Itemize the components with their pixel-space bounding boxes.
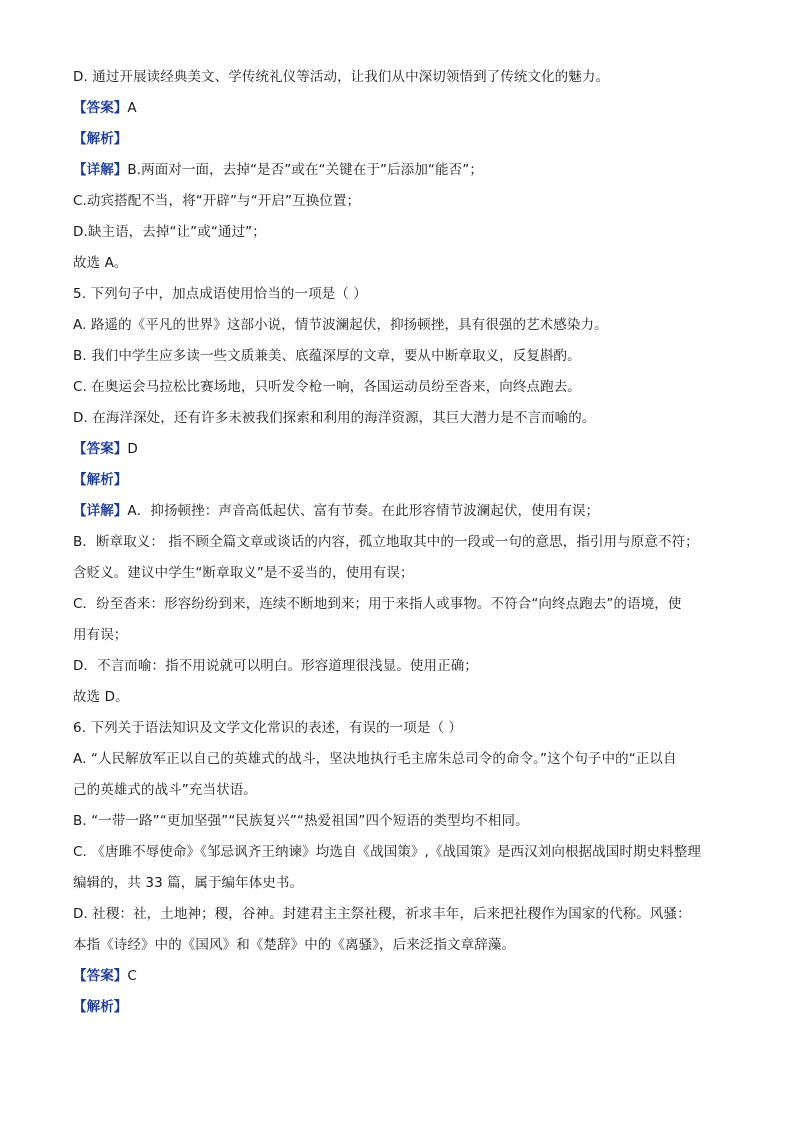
text-line — [73, 589, 723, 620]
section-tag: 【详解】 — [73, 503, 128, 519]
line-text: B. 我们中学生应多读一些文质兼美、底蕴深厚的文章，要从中断章取义，反复斟酌。 — [73, 348, 581, 364]
line-text: 故选 A。 — [73, 255, 128, 271]
text-line — [73, 124, 723, 155]
section-tag: 【答案】 — [73, 968, 128, 984]
text-line — [73, 155, 723, 186]
text-line — [73, 651, 723, 682]
line-text: D.缺主语，去掉“让”或“通过”； — [73, 224, 266, 240]
text-line — [73, 403, 723, 434]
section-tag: 【解析】 — [73, 472, 128, 488]
line-text: D — [127, 441, 138, 457]
text-line — [73, 434, 723, 465]
line-text: D. 通过开展读经典美文、学传统礼仪等活动，让我们从中深切领悟到了传统文化的魅力。 — [73, 69, 610, 85]
line-text: B. “一带一路”“更加坚强”“民族复兴”“热爱祖国”四个短语的类型均不相同。 — [73, 813, 529, 829]
text-line — [73, 775, 723, 806]
line-text: B．断章取义： 指不顾全篇文章或谈话的内容，孤立地取其中的一段或一句的意思，指引用与原意不符； — [73, 534, 699, 550]
text-line — [73, 744, 723, 775]
section-tag: 【答案】 — [73, 441, 128, 457]
line-text: 用有误； — [73, 627, 128, 643]
line-text: 本指《诗经》中的《国风》和《楚辞》中的《离骚》，后来泛指文章辞藻。 — [73, 937, 516, 953]
line-text: 编辑的，共 33 篇，属于编年体史书。 — [73, 875, 304, 891]
text-line — [73, 899, 723, 930]
text-line — [73, 217, 723, 248]
line-text: C.动宾搭配不当，将“开辟”与“开启”互换位置； — [73, 193, 361, 209]
section-tag: 【详解】 — [73, 162, 128, 178]
line-text: B.两面对一面，去掉“是否”或在“关键在于”后添加“能否”； — [127, 162, 483, 178]
line-text: A. 路遥的《平凡的世界》这部小说，情节波澜起伏，抑扬顿挫，具有很强的艺术感染力。 — [73, 317, 608, 333]
line-text: 故选 D。 — [73, 689, 129, 705]
text-line — [73, 248, 723, 279]
text-line — [73, 186, 723, 217]
line-text: C．纷至沓来：形容纷纷到来，连续不断地到来；用于来指人或事物。不符合“向终点跑去”的语境，使 — [73, 596, 682, 612]
text-line — [73, 372, 723, 403]
text-line — [73, 279, 723, 310]
text-line — [73, 558, 723, 589]
section-tag: 【解析】 — [73, 131, 128, 147]
line-text: C — [127, 968, 137, 984]
text-line — [73, 465, 723, 496]
section-tag: 【答案】 — [73, 100, 128, 116]
line-text: D. 在海洋深处，还有许多未被我们探索和利用的海洋资源，其巨大潜力是不言而喻的。 — [73, 410, 596, 426]
text-line — [73, 868, 723, 899]
line-text: C. 《唐雎不辱使命》《邹忌讽齐王纳谏》均选自《战国策》,《战国策》是西汉刘向根据战国时期史料整理 — [73, 844, 701, 860]
text-line — [73, 620, 723, 651]
text-line — [73, 806, 723, 837]
text-line — [73, 341, 723, 372]
text-line — [73, 527, 723, 558]
line-text: D．不言而喻：指不用说就可以明白。形容道理很浅显。使用正确； — [73, 658, 478, 674]
text-line — [73, 961, 723, 992]
text-line — [73, 930, 723, 961]
line-text: 己的英雄式的战斗”充当状语。 — [73, 782, 257, 798]
document-body — [73, 62, 723, 1023]
text-line — [73, 310, 723, 341]
line-text: 5. 下列句子中，加点成语使用恰当的一项是（ ） — [73, 286, 367, 302]
line-text: 6. 下列关于语法知识及文学文化常识的表述，有误的一项是（ ） — [73, 720, 463, 736]
line-text: A．抑扬顿挫：声音高低起伏、富有节奏。在此形容情节波澜起伏，使用有误； — [127, 503, 600, 519]
line-text: 含贬义。建议中学生“断章取义”是不妥当的，使用有误； — [73, 565, 414, 581]
document-page — [73, 62, 723, 1023]
text-line — [73, 992, 723, 1023]
text-line — [73, 496, 723, 527]
text-line — [73, 682, 723, 713]
line-text: D. 社稷：社，土地神；稷，谷神。封建君主主祭社稷，祈求丰年，后来把社稷作为国家的代称。风骚： — [73, 906, 691, 922]
line-text: C. 在奥运会马拉松比赛场地，只听发令枪一响，各国运动员纷至沓来，向终点跑去。 — [73, 379, 581, 395]
text-line — [73, 62, 723, 93]
line-text: A — [127, 100, 137, 116]
text-line — [73, 93, 723, 124]
text-line — [73, 713, 723, 744]
line-text: A. “人民解放军正以自己的英雄式的战斗，坚决地执行毛主席朱总司令的命令。”这个句子中的“正以自 — [73, 751, 677, 767]
text-line — [73, 837, 723, 868]
section-tag: 【解析】 — [73, 999, 128, 1015]
